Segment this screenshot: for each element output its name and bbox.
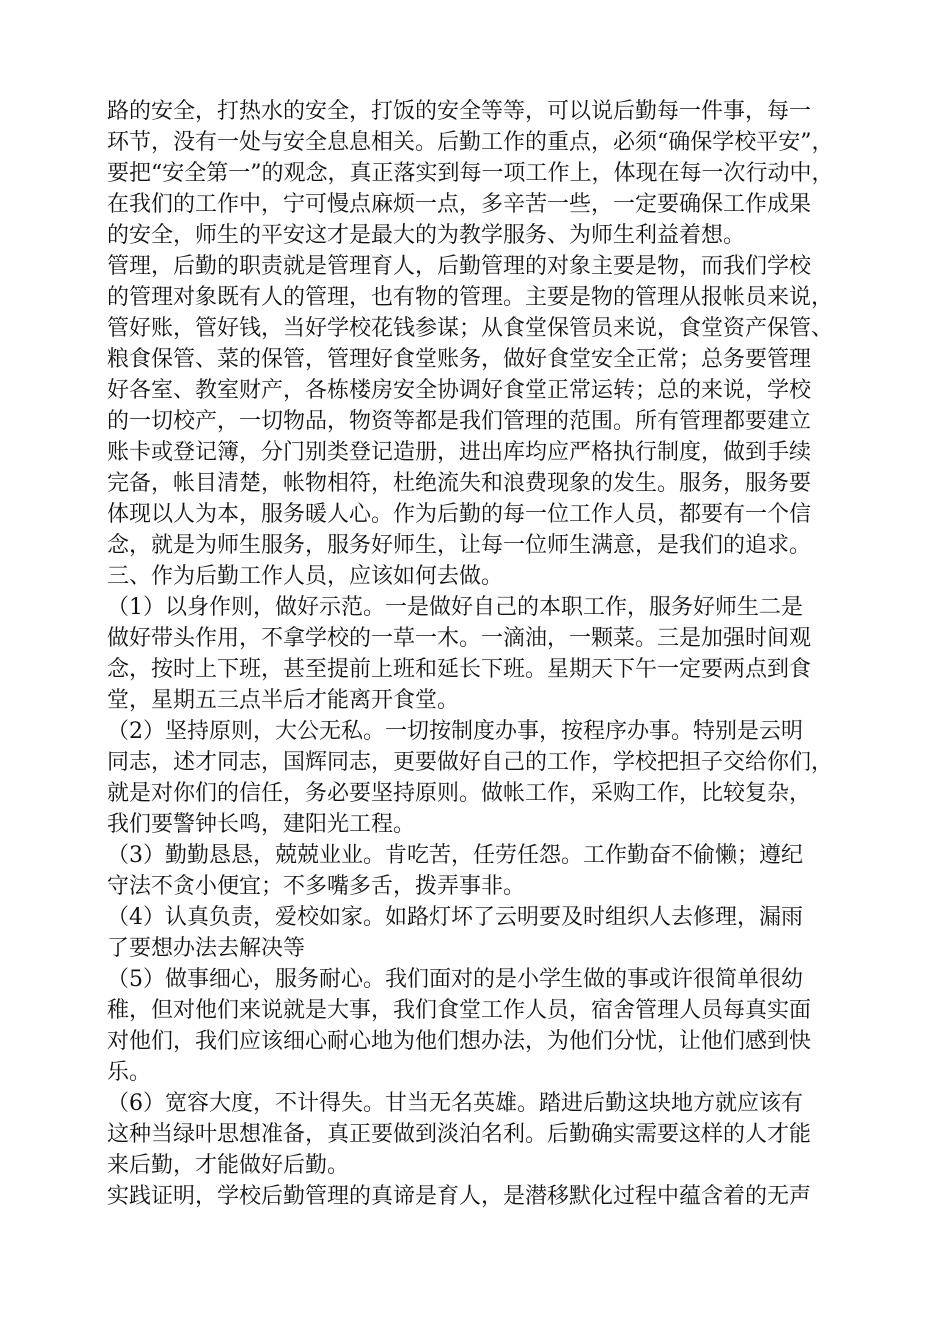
text-line: （6）宽容大度，不计得失。甘当无名英雄。踏进后勤这块地方就应该有 [107, 1091, 803, 1116]
text-line: 对他们，我们应该细心耐心地为他们想办法，为他们分忧，让他们感到快 [107, 1029, 812, 1054]
text-line: 管理，后勤的职责就是管理育人，后勤管理的对象主要是物，而我们学校 [107, 254, 812, 279]
document-page [107, 96, 867, 1212]
text-line: 念，就是为师生服务，服务好师生，让每一位师生满意，是我们的追求。 [107, 533, 812, 558]
text-line: 来后勤，才能做好后勤。 [107, 1153, 350, 1178]
text-line: 的安全，师生的平安这才是最大的为教学服务、为师生利益着想。 [107, 223, 746, 248]
text-line: 这种当绿叶思想准备，真正要做到淡泊名利。后勤确实需要这样的人才能 [107, 1122, 812, 1147]
text-line: 的管理对象既有人的管理，也有物的管理。主要是物的管理从报帐员来说， [107, 285, 834, 310]
text-line: 实践证明，学校后勤管理的真谛是育人，是潜移默化过程中蕴含着的无声 [107, 1184, 812, 1209]
section-heading: 三、作为后勤工作人员，应该如何去做。 [107, 564, 504, 589]
text-line: 要把“安全第一”的观念，真正落实到每一项工作上，体现在每一次行动中， [107, 161, 834, 186]
text-line: 守法不贪小便宜；不多嘴多舌，拨弄事非。 [107, 874, 526, 899]
text-line: （1）以身作则，做好示范。一是做好自己的本职工作，服务好师生二是 [107, 595, 803, 620]
text-line: （2）坚持原则，大公无私。一切按制度办事，按程序办事。特别是云明 [107, 719, 803, 744]
text-line: 稚，但对他们来说就是大事，我们食堂工作人员，宿舍管理人员每真实面 [107, 998, 812, 1023]
text-line: 环节，没有一处与安全息息相关。后勤工作的重点，必须“确保学校平安”， [107, 130, 834, 155]
text-line: 账卡或登记簿，分门别类登记造册，进出库均应严格执行制度，做到手续 [107, 440, 812, 465]
text-line: 路的安全，打热水的安全，打饭的安全等等，可以说后勤每一件事，每一 [107, 99, 812, 124]
text-line: 的一切校产，一切物品，物资等都是我们管理的范围。所有管理都要建立 [107, 409, 812, 434]
text-line: 我们要警钟长鸣，建阳光工程。 [107, 812, 416, 837]
text-line: 堂，星期五三点半后才能离开食堂。 [107, 688, 460, 713]
text-line: 了要想办法去解决等 [107, 936, 306, 961]
text-line: 体现以人为本，服务暖人心。作为后勤的每一位工作人员，都要有一个信 [107, 502, 812, 527]
text-line: 粮食保管、菜的保管，管理好食堂账务，做好食堂安全正常；总务要管理 [107, 347, 812, 372]
text-line: 管好账，管好钱，当好学校花钱参谋；从食堂保管员来说，食堂资产保管、 [107, 316, 834, 341]
text-line: 念，按时上下班，甚至提前上班和延长下班。星期天下午一定要两点到食 [107, 657, 812, 682]
text-line: 乐。 [107, 1060, 152, 1085]
text-line: （4）认真负责，爱校如家。如路灯坏了云明要及时组织人去修理，漏雨 [107, 905, 803, 930]
text-line: 做好带头作用，不拿学校的一草一木。一滴油，一颗菜。三是加强时间观 [107, 626, 812, 651]
text-line: （5）做事细心，服务耐心。我们面对的是小学生做的事或许很简单很幼 [107, 967, 803, 992]
text-line: （3）勤勤恳恳，兢兢业业。肯吃苦，任劳任怨。工作勤奋不偷懒；遵纪 [107, 843, 803, 868]
text-line: 好各室、教室财产，各栋楼房安全协调好食堂正常运转；总的来说，学校 [107, 378, 812, 403]
text-line: 就是对你们的信任，务必要坚持原则。做帐工作，采购工作，比较复杂， [107, 781, 812, 806]
text-line: 同志，述才同志，国辉同志，更要做好自己的工作，学校把担子交给你们， [107, 750, 834, 775]
text-line: 完备，帐目清楚，帐物相符，杜绝流失和浪费现象的发生。服务，服务要 [107, 471, 812, 496]
text-line: 在我们的工作中，宁可慢点麻烦一点，多辛苦一些，一定要确保工作成果 [107, 192, 812, 217]
